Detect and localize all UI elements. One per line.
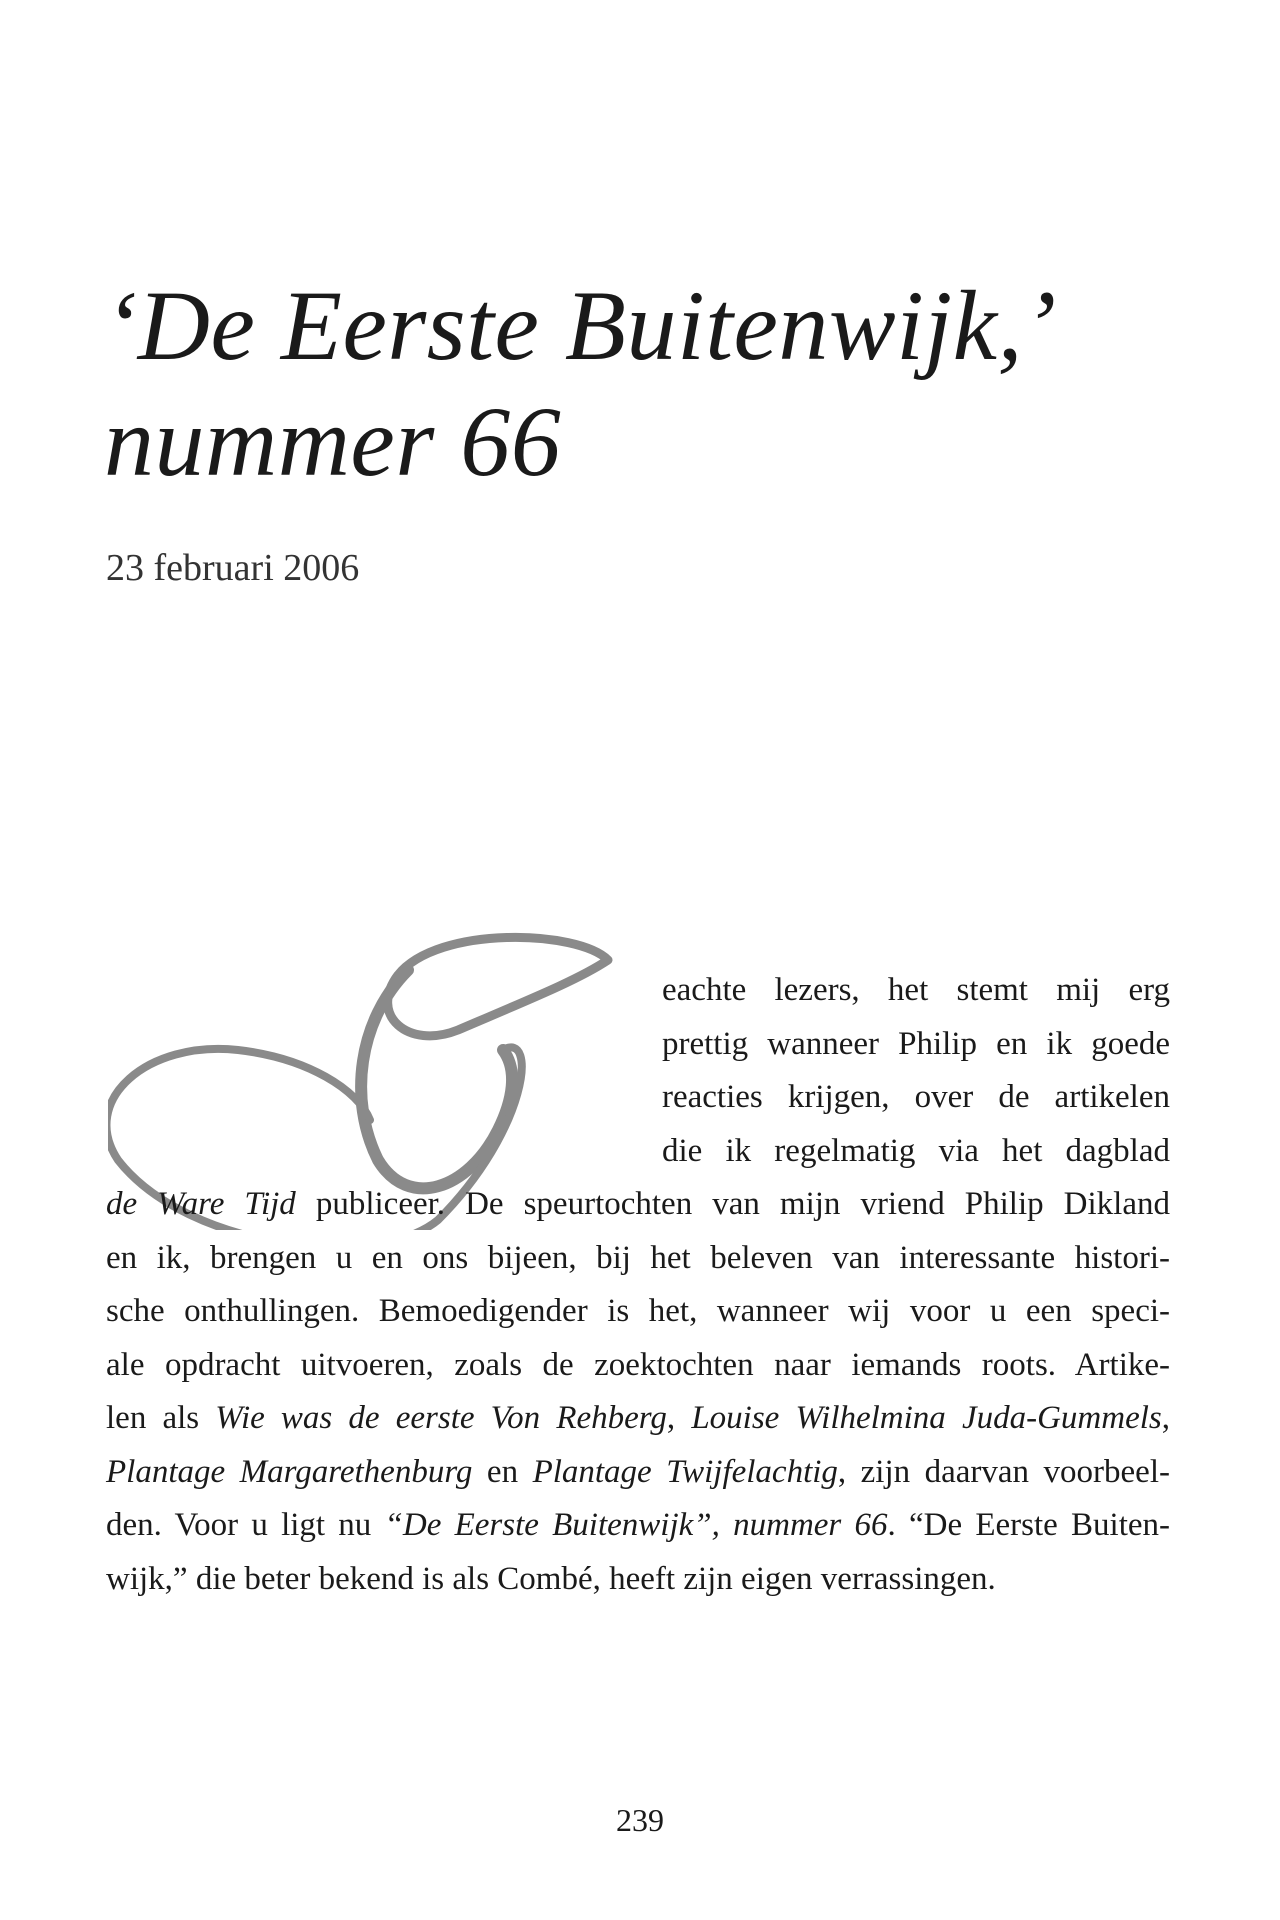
body-line: sche onthullingen. Bemoedigender is het, wanneer wij voor u een speci- <box>106 1293 1170 1329</box>
body-line: die ik regelmatig via het dagblad <box>662 1132 1170 1169</box>
body-line: ale opdracht uitvoeren, zoals de zoektochten naar iemands roots. Artike- <box>106 1346 1170 1383</box>
article-title: Wie was de eerste Von Rehberg <box>215 1400 667 1436</box>
body-line: Plantage Margarethenburg en Plantage Twijfelachtig, zijn daarvan voorbeel- <box>106 1453 1170 1490</box>
body-line: de Ware Tijd publiceer. De speurtochten van mijn vriend Philip Dikland <box>106 1186 1170 1222</box>
chapter-date: 23 februari 2006 <box>106 547 360 589</box>
chapter-title-line-1: ‘De Eerste Buitenwijk,’ <box>104 270 1057 381</box>
body-line: wijk,” die beter bekend is als Combé, heeft zijn eigen verrassingen. <box>106 1560 996 1597</box>
chapter-title <box>104 268 1184 500</box>
body-line: en ik, brengen u en ons bijeen, bij het beleven van interessante histori- <box>106 1239 1170 1276</box>
article-title: Plantage Twijfelachtig <box>532 1453 838 1490</box>
article-title: Plantage Margarethenburg <box>106 1453 473 1490</box>
article-title: Louise Wilhelmina Juda-Gummels <box>691 1400 1162 1436</box>
body-line: den. Voor u ligt nu “De Eerste Buitenwijk”, nummer 66. “De Eerste Buiten- <box>106 1507 1171 1543</box>
body-line: len als Wie was de eerste Von Rehberg, Louise Wilhelmina Juda-Gummels, <box>106 1400 1170 1436</box>
article-title: “De Eerste Buitenwijk”, nummer 66 <box>384 1507 888 1543</box>
dropcap-letter: G <box>108 930 109 931</box>
newspaper-name: de Ware Tijd <box>106 1186 296 1222</box>
chapter-title-line-2: nummer 66 <box>104 386 562 497</box>
body-paragraph <box>106 964 1170 1606</box>
body-line: eachte lezers, het stemt mij erg <box>662 972 1170 1008</box>
body-line: prettig wanneer Philip en ik goede <box>662 1025 1170 1062</box>
body-line: reacties krijgen, over de artikelen <box>662 1079 1170 1115</box>
page-number: 239 <box>616 1802 664 1838</box>
